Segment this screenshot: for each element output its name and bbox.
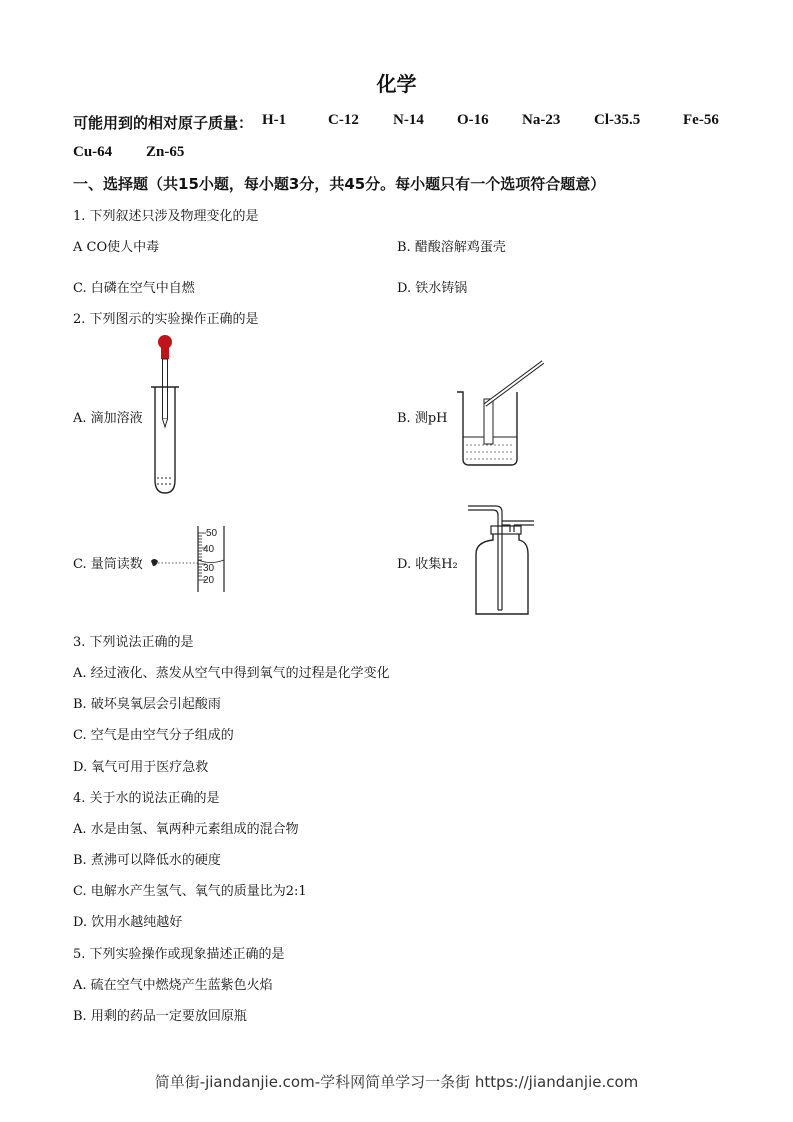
page-title: 化学 <box>376 72 417 96</box>
long-inlet-tube <box>468 506 502 610</box>
cylinder-tick-label: 20 <box>203 575 215 586</box>
question-2-option-d: D. 收集H₂ <box>397 557 458 572</box>
question-4-stem: 4. 关于水的说法正确的是 <box>73 791 220 806</box>
atomic-mass-n: N-14 <box>393 112 424 128</box>
footer-watermark: 简单街-jiandanjie.com-学科网简单学习一条街 https://jiandanjie.com <box>154 1073 639 1091</box>
dropper-tip <box>163 419 168 427</box>
question-3-option-d: D. 氧气可用于医疗急救 <box>73 760 209 775</box>
question-3-option-c: C. 空气是由空气分子组成的 <box>73 728 234 743</box>
question-4-option-b: B. 煮沸可以降低水的硬度 <box>73 853 221 868</box>
atomic-mass-c: C-12 <box>328 112 359 128</box>
question-2-option-a: A. 滴加溶液 <box>73 411 143 426</box>
question-1-option-b: B. 醋酸溶解鸡蛋壳 <box>397 240 506 255</box>
dropper-tube <box>163 359 168 419</box>
cylinder-tick-label: 30 <box>203 563 215 574</box>
beaker-ph-figure <box>455 355 550 470</box>
question-4-option-c: C. 电解水产生氢气、氧气的质量比为2:1 <box>73 884 307 899</box>
question-4-option-a: A. 水是由氢、氧两种元素组成的混合物 <box>73 822 299 837</box>
atomic-mass-fe: Fe-56 <box>683 112 719 128</box>
question-5-stem: 5. 下列实验操作或现象描述正确的是 <box>73 947 285 962</box>
gas-collection-bottle-figure <box>466 502 536 618</box>
cylinder-tick-label: 40 <box>203 544 215 555</box>
question-2-option-c: C. 量筒读数 <box>73 557 143 572</box>
graduated-cylinder-figure <box>148 524 228 594</box>
atomic-mass-cl: Cl-35.5 <box>594 112 641 128</box>
dropper-test-tube-figure <box>148 330 188 500</box>
question-5-option-b: B. 用剩的药品一定要放回原瓶 <box>73 1009 247 1024</box>
atomic-mass-h: H-1 <box>262 112 287 128</box>
eye-icon <box>151 559 158 566</box>
bottle-stopper <box>491 526 521 534</box>
question-5-option-a: A. 硫在空气中燃烧产生蓝紫色火焰 <box>73 978 273 993</box>
question-4-option-d: D. 饮用水越纯越好 <box>73 915 183 930</box>
atomic-mass-zn: Zn-65 <box>146 144 185 160</box>
atomic-mass-na: Na-23 <box>522 112 561 128</box>
question-1-option-a: A CO使人中毒 <box>73 240 160 255</box>
glass-rod-inner <box>485 362 543 405</box>
question-1-stem: 1. 下列叙述只涉及物理变化的是 <box>73 209 259 224</box>
question-3-option-a: A. 经过液化、蒸发从空气中得到氧气的过程是化学变化 <box>73 666 390 681</box>
question-3-option-b: B. 破坏臭氧层会引起酸雨 <box>73 697 221 712</box>
dropper-bulb <box>158 335 172 349</box>
ph-paper <box>484 399 493 444</box>
atomic-mass-o: O-16 <box>457 112 489 128</box>
question-1-option-d: D. 铁水铸锅 <box>397 281 468 296</box>
question-2-option-b: B. 测pH <box>397 411 448 426</box>
question-3-stem: 3. 下列说法正确的是 <box>73 635 194 650</box>
section-heading: 一、选择题（共15小题，每小题3分，共45分。每小题只有一个选项符合题意） <box>73 175 606 193</box>
cylinder-tick-label: 50 <box>206 528 218 539</box>
atomic-mass-label: 可能用到的相对原子质量： <box>73 116 254 132</box>
dropper-bulb-neck <box>161 347 169 359</box>
question-1-option-c: C. 白磷在空气中自燃 <box>73 281 195 296</box>
atomic-mass-cu: Cu-64 <box>73 144 113 160</box>
question-2-stem: 2. 下列图示的实验操作正确的是 <box>73 312 259 327</box>
